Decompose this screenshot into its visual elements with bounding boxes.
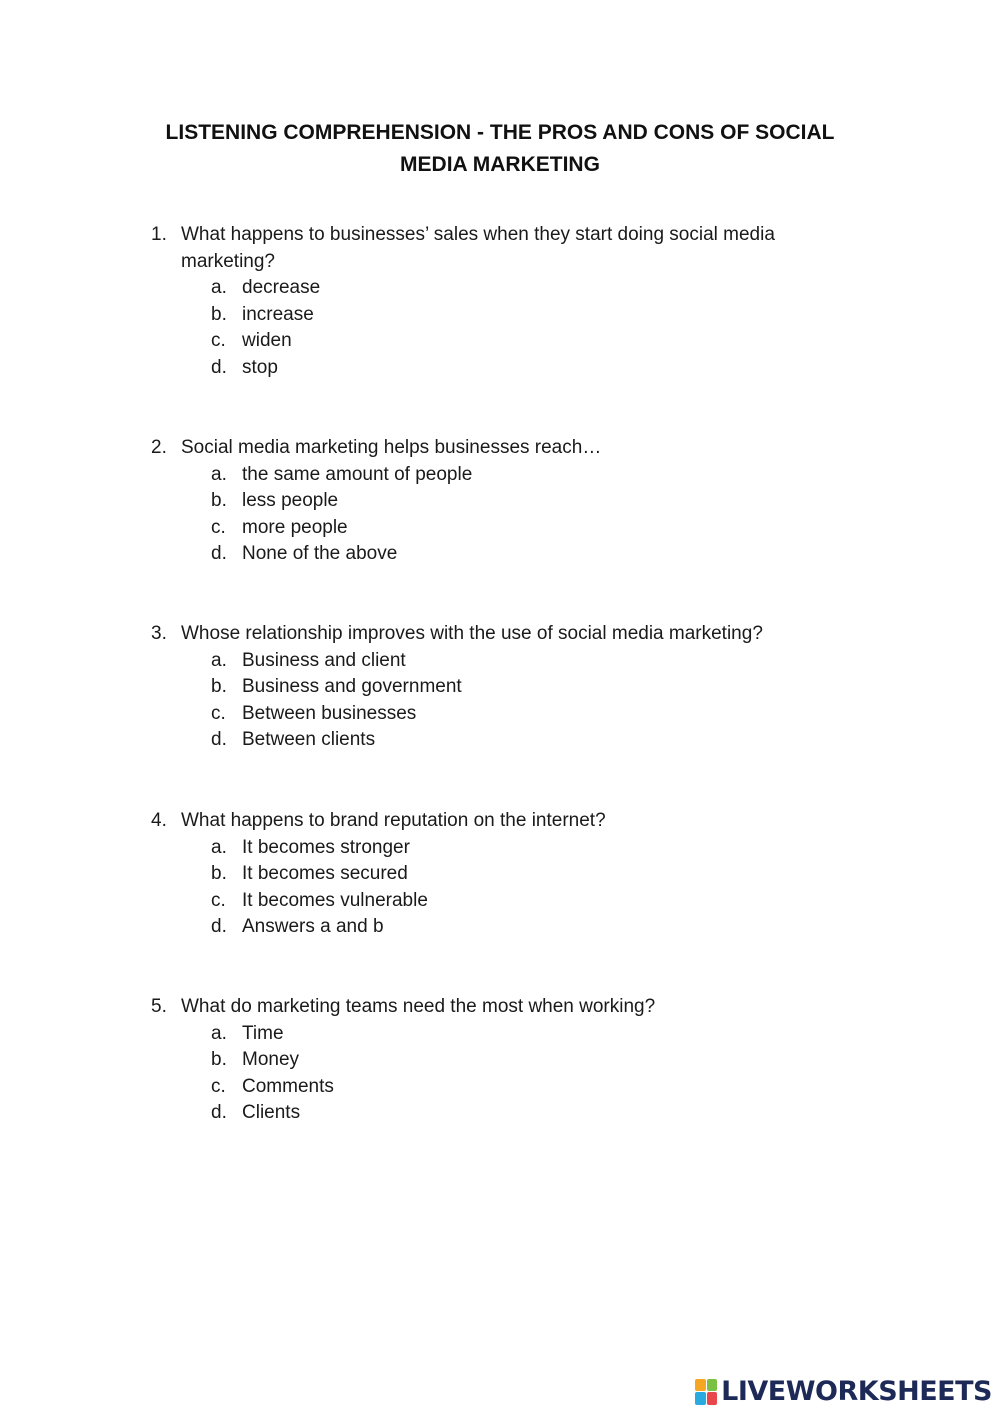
title-line-1: LISTENING COMPREHENSION - THE PROS AND CONS OF SOCIAL <box>165 121 835 144</box>
answer-option[interactable] <box>0 1021 1000 1048</box>
answer-option[interactable] <box>0 1047 1000 1074</box>
option-text: Comments <box>242 1075 334 1097</box>
option-letter: b. <box>211 490 227 512</box>
option-letter: c. <box>211 516 226 538</box>
answer-option[interactable] <box>0 727 1000 754</box>
option-letter: c. <box>211 702 226 724</box>
option-text: Between businesses <box>242 702 417 724</box>
option-text: the same amount of people <box>242 463 473 485</box>
question-4 <box>0 808 1000 941</box>
option-letter: a. <box>211 649 227 671</box>
title-line-2: MEDIA MARKETING <box>400 153 600 176</box>
question-number: 4. <box>151 810 167 831</box>
answer-option[interactable] <box>0 1074 1000 1101</box>
logo-square <box>707 1392 718 1405</box>
option-letter: c. <box>211 889 226 911</box>
option-text: None of the above <box>242 543 398 565</box>
answer-option[interactable] <box>0 835 1000 862</box>
option-text: Clients <box>242 1102 301 1124</box>
option-letter: d. <box>211 1102 227 1124</box>
option-text: increase <box>242 303 314 325</box>
answer-option[interactable] <box>0 648 1000 675</box>
question-2 <box>0 435 1000 568</box>
answer-option[interactable] <box>0 701 1000 728</box>
option-letter: d. <box>211 356 227 378</box>
option-text: Time <box>242 1022 284 1044</box>
option-text: widen <box>242 330 292 352</box>
question-text-row <box>0 994 831 1021</box>
option-text: decrease <box>242 277 321 299</box>
question-number: 2. <box>151 437 167 458</box>
question-text: What happens to brand reputation on the internet? <box>181 810 606 831</box>
answer-option[interactable] <box>0 914 1000 941</box>
answer-option[interactable] <box>0 1100 1000 1127</box>
question-number: 1. <box>151 224 167 245</box>
option-letter: b. <box>211 863 227 885</box>
option-letter: d. <box>211 916 227 938</box>
answer-option[interactable] <box>0 488 1000 515</box>
question-text: Social media marketing helps businesses reach… <box>181 437 602 458</box>
option-text: Answers a and b <box>242 916 384 938</box>
option-letter: c. <box>211 1075 226 1097</box>
logo-square <box>695 1379 706 1392</box>
option-letter: c. <box>211 330 226 352</box>
answer-option[interactable] <box>0 302 1000 329</box>
answer-option[interactable] <box>0 462 1000 489</box>
watermark-text: LIVEWORKSHEETS <box>721 1376 992 1407</box>
option-letter: d. <box>211 543 227 565</box>
answer-option[interactable] <box>0 861 1000 888</box>
question-1 <box>0 222 1000 382</box>
answer-option[interactable] <box>0 328 1000 355</box>
question-3 <box>0 621 1000 754</box>
answer-option[interactable] <box>0 888 1000 915</box>
question-text-row <box>0 808 831 835</box>
option-text: Business and government <box>242 676 462 698</box>
option-text: Between clients <box>242 729 376 751</box>
worksheet-title <box>0 117 1000 181</box>
question-text-row <box>0 222 831 275</box>
option-text: It becomes vulnerable <box>242 889 428 911</box>
question-text: What happens to businesses’ sales when they start doing social media marketing? <box>181 224 775 272</box>
option-text: less people <box>242 490 339 512</box>
option-letter: a. <box>211 463 227 485</box>
question-text-row <box>0 435 831 462</box>
option-text: Business and client <box>242 649 406 671</box>
answer-option[interactable] <box>0 515 1000 542</box>
logo-square <box>707 1379 718 1392</box>
question-number: 5. <box>151 996 167 1017</box>
answer-option[interactable] <box>0 275 1000 302</box>
question-text: Whose relationship improves with the use of social media marketing? <box>181 623 763 644</box>
option-letter: a. <box>211 1022 227 1044</box>
liveworksheets-watermark <box>695 1376 992 1407</box>
question-text: What do marketing teams need the most when working? <box>181 996 656 1017</box>
option-letter: a. <box>211 836 227 858</box>
question-text-row <box>0 621 831 648</box>
answer-option[interactable] <box>0 355 1000 382</box>
option-text: more people <box>242 516 348 538</box>
option-letter: b. <box>211 1049 227 1071</box>
option-text: It becomes stronger <box>242 836 410 858</box>
option-letter: a. <box>211 277 227 299</box>
question-5 <box>0 994 1000 1127</box>
answer-option[interactable] <box>0 674 1000 701</box>
option-letter: d. <box>211 729 227 751</box>
liveworksheets-logo-icon <box>695 1379 717 1405</box>
option-text: Money <box>242 1049 300 1071</box>
option-text: It becomes secured <box>242 863 408 885</box>
option-letter: b. <box>211 303 227 325</box>
question-number: 3. <box>151 623 167 644</box>
answer-option[interactable] <box>0 541 1000 568</box>
option-text: stop <box>242 356 278 378</box>
option-letter: b. <box>211 676 227 698</box>
logo-square <box>695 1392 706 1405</box>
